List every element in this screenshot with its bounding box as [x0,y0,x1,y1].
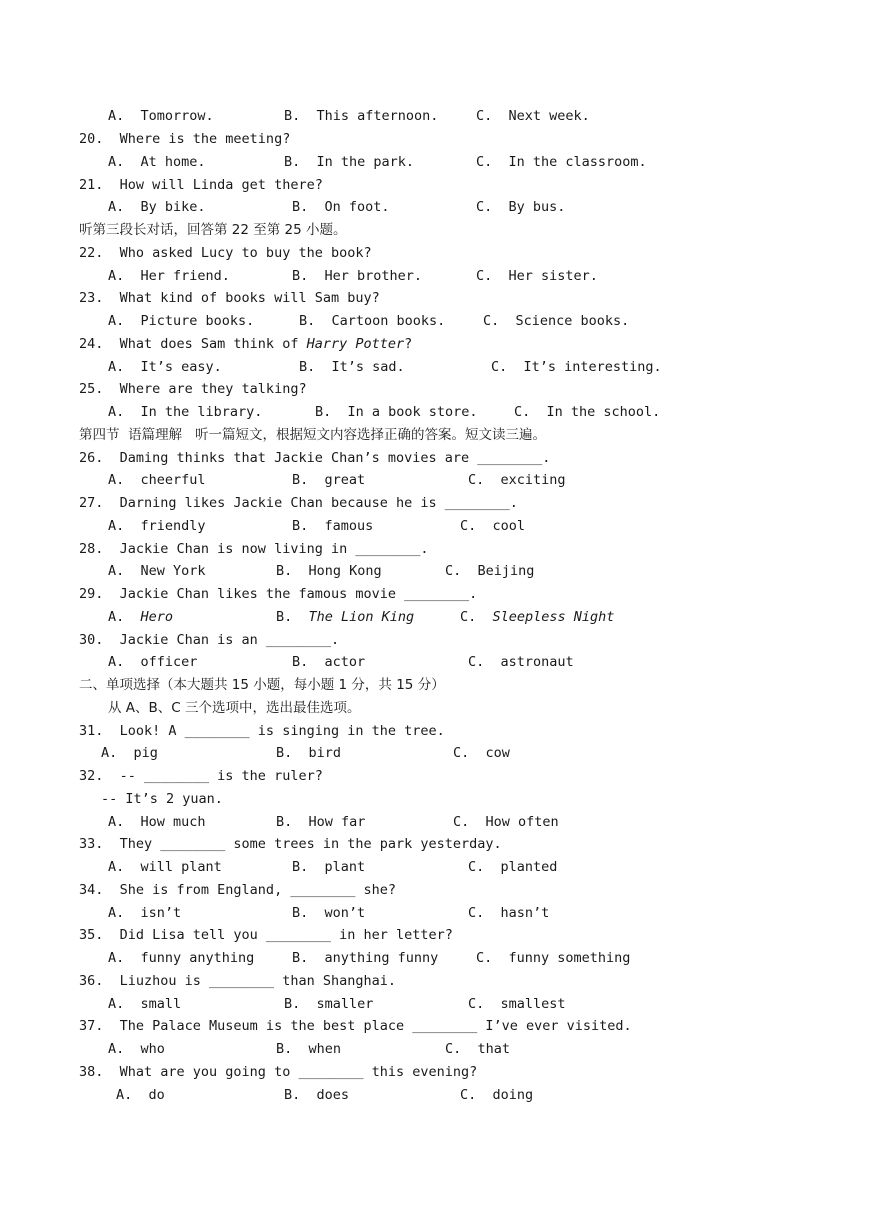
options-line-25 [0,401,661,423]
section-instruction [0,219,347,241]
option-letter: B. [276,609,309,625]
option-c: C. In the classroom. [476,154,647,170]
option-a: A. friendly [108,518,206,534]
movie-title: The Lion King [308,609,415,625]
option-b: B. plant [292,859,366,875]
section-instruction [0,424,546,446]
option-c [460,606,614,628]
option-a: A. Tomorrow. [108,108,214,124]
option-a: A. At home. [108,154,206,170]
option-c: C. Her sister. [476,268,598,284]
question-text: 31. Look! A ________ is singing in the tree. [79,723,445,739]
options-line-32 [0,811,559,833]
option-c: C. that [445,1041,511,1057]
option-c: C. exciting [468,472,566,488]
question-20 [0,128,291,150]
option-a: A. Picture books. [108,313,255,329]
question-text: 21. How will Linda get there? [79,177,323,193]
option-c: C. Beijing [445,563,535,579]
movie-title: Sleepless Night [492,609,615,625]
question-22 [0,242,372,264]
options-line-37 [0,1038,511,1060]
option-b: B. won’t [292,905,366,921]
question-text-start: 24. What does Sam think of [79,336,307,352]
question-30 [0,629,340,651]
reply-text: -- It’s 2 yuan. [101,791,223,807]
question-35 [0,924,453,946]
question-27 [0,492,518,514]
options-line-26 [0,469,566,491]
question-text: 33. They ________ some trees in the park yesterday. [79,836,502,852]
option-a: A. will plant [108,859,222,875]
option-b: B. smaller [284,996,374,1012]
options-line-20 [0,151,647,173]
options-line-19 [0,105,590,127]
instruction-text: 听第三段长对话，回答第 22 至第 25 小题。 [79,222,347,238]
options-line-21 [0,196,566,218]
option-b: B. This afternoon. [284,108,439,124]
option-b: B. Cartoon books. [299,313,446,329]
options-line-23 [0,310,630,332]
question-28 [0,538,429,560]
question-34 [0,879,396,901]
option-b: B. It’s sad. [299,359,405,375]
question-text: 26. Daming thinks that Jackie Chan’s movies are ________. [79,450,551,466]
movie-title: Hero [140,609,174,625]
option-letter: C. [460,609,493,625]
option-c: C. doing [460,1087,534,1103]
question-25 [0,378,307,400]
option-b: B. actor [292,654,366,670]
question-text: 37. The Palace Museum is the best place ________ I’ve ever visited. [79,1018,632,1034]
options-line-33 [0,856,558,878]
option-b: B. does [284,1087,350,1103]
question-text: 28. Jackie Chan is now living in ________. [79,541,429,557]
options-line-31 [0,742,510,764]
options-line-28 [0,560,535,582]
question-text: 27. Darning likes Jackie Chan because he is ________. [79,495,518,511]
question-37 [0,1015,632,1037]
option-c: C. How often [453,814,559,830]
option-b: B. anything funny [292,950,439,966]
section-instruction [0,697,361,719]
question-32 [0,765,323,787]
question-26 [0,447,551,469]
option-a [108,606,173,628]
question-31 [0,720,445,742]
question-text: 32. -- ________ is the ruler? [79,768,323,784]
options-line-22 [0,265,598,287]
option-a: A. By bike. [108,199,206,215]
question-text: 38. What are you going to ________ this evening? [79,1064,478,1080]
options-line-24 [0,356,662,378]
options-line-35 [0,947,631,969]
question-mark: ? [404,336,413,352]
option-b: B. when [276,1041,342,1057]
question-text [79,333,412,355]
options-line-27 [0,515,526,537]
question-text: 20. Where is the meeting? [79,131,291,147]
option-a: A. cheerful [108,472,206,488]
option-a: A. funny anything [108,950,255,966]
option-b: B. bird [276,745,342,761]
question-text: 30. Jackie Chan is an ________. [79,632,340,648]
instruction-text: 第四节 语篇理解 听一篇短文，根据短文内容选择正确的答案。短文读三遍。 [79,427,546,443]
option-a: A. isn’t [108,905,182,921]
question-21 [0,174,323,196]
question-text: 35. Did Lisa tell you ________ in her letter? [79,927,453,943]
option-b: B. great [292,472,366,488]
option-b: B. In the park. [284,154,415,170]
option-b: B. Hong Kong [276,563,382,579]
option-a: A. pig [101,745,158,761]
option-c: C. hasn’t [468,905,550,921]
question-29 [0,583,478,605]
option-b: B. On foot. [292,199,390,215]
option-a: A. officer [108,654,198,670]
option-c: C. By bus. [476,199,566,215]
option-c: C. smallest [468,996,566,1012]
question-32-reply [0,788,223,810]
option-c: C. cow [453,745,510,761]
option-a: A. In the library. [108,404,263,420]
question-text: 22. Who asked Lucy to buy the book? [79,245,372,261]
option-a: A. How much [108,814,206,830]
question-text: 23. What kind of books will Sam buy? [79,290,380,306]
question-36 [0,970,396,992]
options-line-36 [0,993,566,1015]
question-24 [0,333,413,355]
option-a: A. small [108,996,182,1012]
option-b: B. Her brother. [292,268,423,284]
option-c: C. Next week. [476,108,590,124]
option-c: C. cool [460,518,526,534]
options-line-30 [0,651,574,673]
question-23 [0,287,380,309]
option-a: A. It’s easy. [108,359,222,375]
option-letter: A. [108,609,141,625]
question-text: 29. Jackie Chan likes the famous movie ________. [79,586,478,602]
instruction-text: 从 A、B、C 三个选项中，选出最佳选项。 [108,700,361,716]
option-b: B. famous [292,518,374,534]
option-c: C. funny something [476,950,631,966]
option-b [276,606,414,628]
option-c: C. planted [468,859,558,875]
question-33 [0,833,502,855]
option-a: A. who [108,1041,165,1057]
options-line-29 [0,606,615,628]
option-b: B. How far [276,814,366,830]
question-text: 25. Where are they talking? [79,381,307,397]
option-c: C. In the school. [514,404,661,420]
option-a: A. New York [108,563,206,579]
option-a: A. do [116,1087,165,1103]
question-38 [0,1061,478,1083]
heading-text: 二、单项选择（本大题共 15 小题，每小题 1 分，共 15 分） [79,677,445,693]
option-a: A. Her friend. [108,268,230,284]
options-line-34 [0,902,550,924]
section-heading [0,674,445,696]
option-c: C. It’s interesting. [491,359,662,375]
option-c: C. Science books. [483,313,630,329]
options-line-38 [0,1084,534,1106]
question-text: 34. She is from England, ________ she? [79,882,396,898]
option-c: C. astronaut [468,654,574,670]
option-b: B. In a book store. [315,404,478,420]
book-title: Harry Potter [306,336,405,352]
question-text: 36. Liuzhou is ________ than Shanghai. [79,973,396,989]
